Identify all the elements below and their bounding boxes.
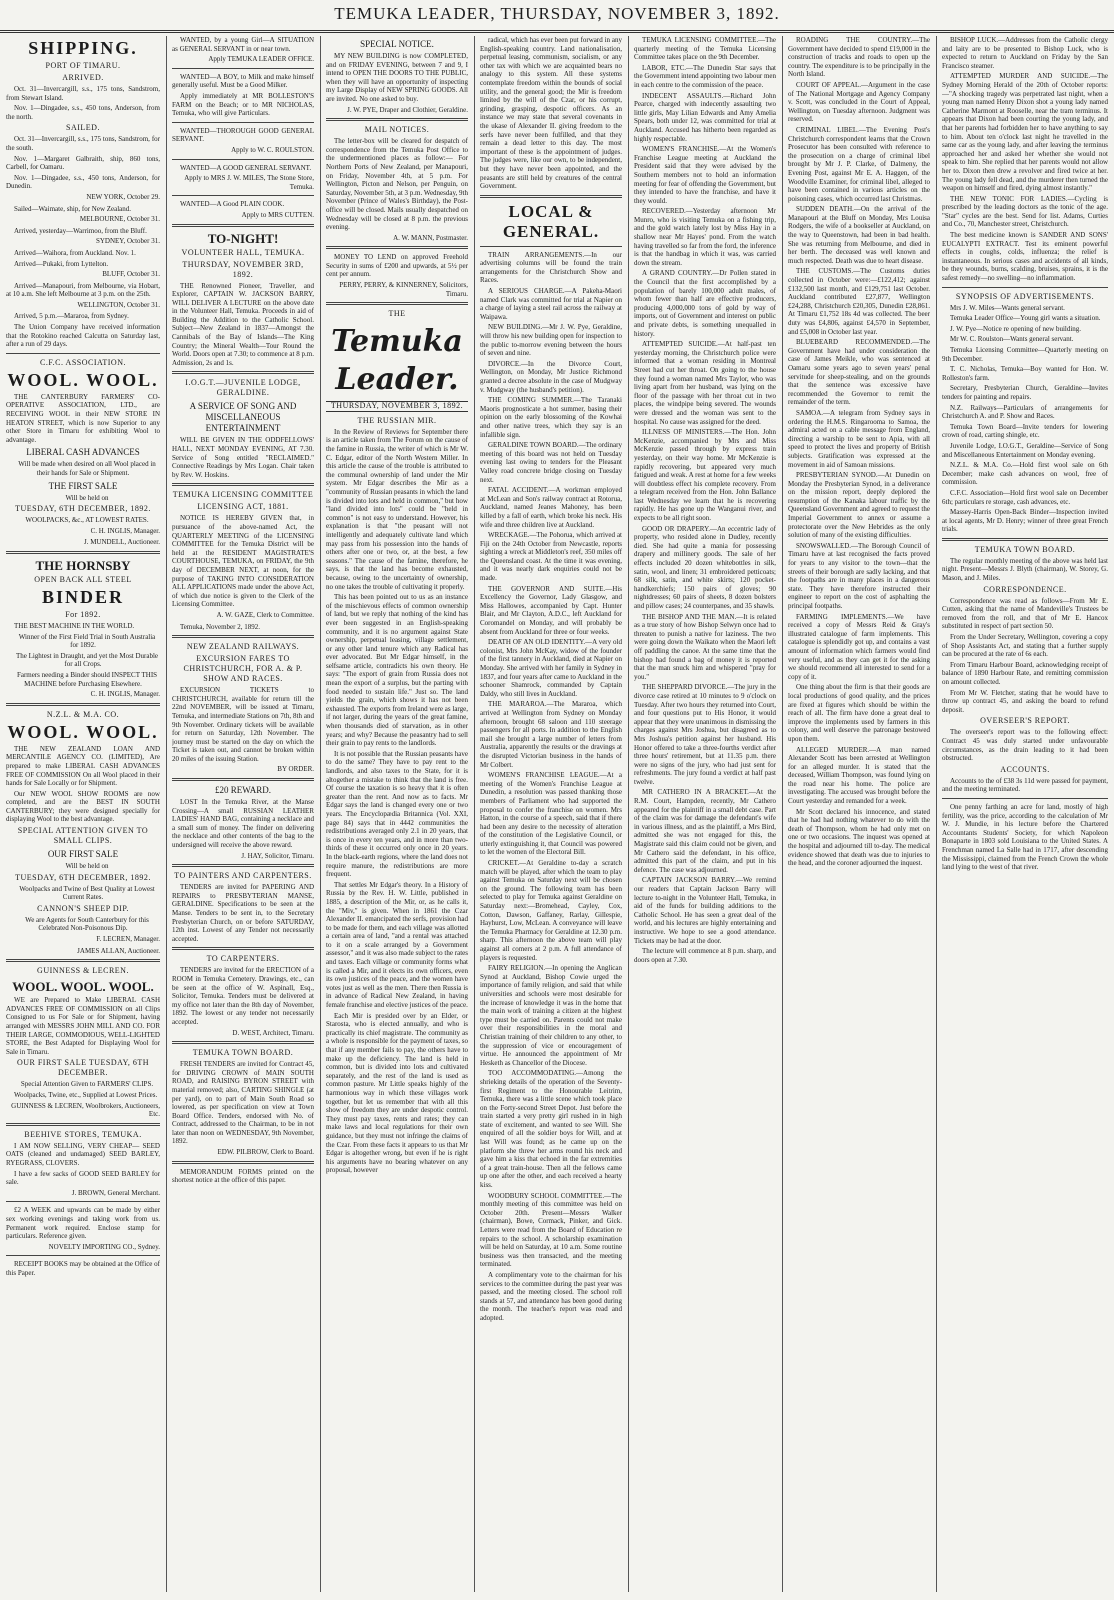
synopsis-item: J. W. Pye—Notice re opening of new building. (950, 324, 1082, 333)
hornsby-sub: OPEN BACK ALL STEEL (34, 574, 132, 584)
advertisement: MONEY TO LEND on approved Freehold Security in sums of £200 and upwards, at 5½ per cent per annum. (326, 253, 468, 279)
news-item: THE SHEPPARD DIVORCE.—The jury in the divorce case retired at 10 minutes to 9 o'clock on Tuesday. After two hours they returned into Court, and four questions put to His Honor, it would appear that they were unanimous in dismissing the charges against Mrs Joshua, but disagreed as to Mrs Joshua's petition against her husband. His Honor offered to take a three-fourths verdict after three hours' retirement, but at 11.35 p.m. there were no signs of the jury, who had just sent for refreshments. The jury found a verdict at half past twelve. (634, 683, 776, 786)
divider (942, 287, 1108, 288)
signature: C. H. INGLIS, Manager. (90, 690, 160, 699)
cable-item: Arrived, yesterday—Warrimoo, from the Bluff. (14, 226, 147, 235)
advertisement: WILL BE GIVEN IN THE ODDFELLOWS' HALL, NEXT MONDAY EVENING, AT 7.30. Service of Song entitled "RECLAIMED." Connective Readings by Mrs Logan. Chair taken by Rev. W. Hoskins. (172, 436, 314, 479)
divider (172, 195, 314, 196)
ad-heading: N.Z.L. & M.A. CO. (46, 709, 120, 719)
dateline: SYDNEY, October 31. (95, 237, 160, 246)
advertisement: Will be held on (65, 862, 109, 871)
column-3 (326, 36, 468, 1592)
signature: J. W. PYE, Draper and Clothier, Geraldine. (347, 105, 468, 114)
cable-item: Arrived—Waihora, from Auckland. Nov. 1. (14, 248, 136, 257)
ad-subheading: LIBERAL CASH ADVANCES (26, 447, 140, 458)
ad-heading: TO PAINTERS AND CARPENTERS. (174, 871, 312, 881)
wool-heading: WOOL. WOOL. (7, 721, 159, 742)
news-item: FAIRY RELIGION.—In opening the Anglican Synod at Auckland, Bishop Cowie urged the importance of family religion, and said that while universities and schools were most desirable for the increase of knowledge it was in the home that the main work of training a citizen at the highest type must be carried on. Parents could not make over their responsibilities in the moral and Christian training of their children to any other, to the suppression of vice or encouragement of virtue. He announced the appointment of Mr Hesketh as Chancellor of the Diocese. (480, 964, 622, 1067)
news-item: TOO ACCOMMODATING.—Among the shrieking details of the operation of the Seventy-first Regiment to the Honourable Leitrim, Temuka, there was a little scene which took place on the Forty-second Street Depot. Just before the train started a very pretty girl rushed in in high state of excitement, and wanted to see Will. She enquired of all the soldier boys for Will, and at last Will was found; as he came up on the platform she threw her arms round his neck and gave him a kiss that echoed in the far extremities of a great train-house. Then all the fellows came up one after the other, and each received a hearty kiss. (480, 1069, 622, 1190)
column-6 (788, 36, 930, 1592)
advertisement: WANTED, by a young Girl—A SITUATION as GENERAL SERVANT in or near town. (172, 36, 314, 53)
synopsis-item: N.Z. Railways—Particulars of arrangements for Christchurch A. and P. Show and Races. (942, 403, 1108, 421)
synopsis-item: Mr W. C. Roulston—Wants general servant. (950, 335, 1074, 344)
synopsis-item: Temuka Town Board—Invite tenders for lowering crown of road, carting shingle, etc. (942, 422, 1108, 440)
ad-subheading: TUESDAY, 6TH DECEMBER, 1892. (15, 504, 151, 514)
divider (6, 551, 160, 554)
advertisement: EXCURSION TICKETS to CHRISTCHURCH, available for return till the 22nd NOVEMBER, will be issued at Timaru, Temuka, and intermediate Stations on 7th, 8th and 9th November. Ordinary tickets will be available for return on Saturday, 12th November. The journey must be started on the day on which the Ticket is taken out, and cannot be broken within 20 miles of the issuing Station. (172, 686, 314, 763)
issue-dateline: THURSDAY, NOVEMBER 3, 1892. (326, 401, 468, 412)
news-item: BISHOP LUCK.—Addresses from the Catholic clergy and laity are to be presented to Bishop Luck, who is expected to return to Auckland on Friday by the San Francisco steamer. (942, 36, 1108, 70)
advertisement: £2 A WEEK and upwards can be made by either sex working evenings and taking work from us. Permanent work required. Enclose stamp for particulars. Reference given. (6, 1206, 160, 1241)
news-item: DEATH OF AN OLD IDENTITY.—A very old colonist, Mrs John McKay, widow of the founder of the first tannery in Auckland, died at Napier on Monday. She arrived with her family in Sydney in 1837, and four years after came to Auckland in the schooner Shamrock, commanded by Captain Daldy, who still lives in Auckland. (480, 638, 622, 698)
signature: J. BROWN, General Merchant. (71, 1188, 160, 1197)
ad-subheading: A SERVICE OF SONG AND MISCELLANEOUS ENTERTAINMENT (189, 401, 297, 434)
news-item: THE COMING SUMMER.—The Taranaki Maoris prognosticate a hot summer, basing their opinion on the early blossoming of the Kowhai and other native trees, which they say is an infallible sign. (480, 396, 622, 439)
article-subheading: CORRESPONDENCE. (983, 584, 1067, 594)
divider (172, 1041, 314, 1044)
divider (480, 195, 622, 198)
news-item: RECOVERED.—Yesterday afternoon Mr Munro, who is visiting Temuka on a fishing trip, and the gold watch lately lost by Miss Hay in a shallow near Mr Hayes' pond. From the watch having travelled so far from the ford, the inference is that the handbag in which it was, was carried down the stream. (634, 207, 776, 267)
news-item: GOOD OR DRAPERY.—An eccentric lady of property, who resided alone in Dudley, recently died. She had quite a mania for possessing drapery and millinery goods. The sale of her effects included 20 dozen whitebottles in silk, satin, wool, and linen; 31 embroidered petticoats; 68 silk, satin, and white skirts; 120 pocket-handkerchiefs; 150 pairs of gloves; 90 nightdresses; 60 pairs of sheets, 8 dozen bolsters and pillow cases; 24 counterpanes, and 35 shawls. (634, 524, 776, 610)
news-item: WOMEN'S FRANCHISE.—At the Women's Franchise League meeting at Auckland the President said that they were advised by the Southern members not to hold an information meeting for fear of offending the Government, but they intended to have the franchise, and have it they would. (634, 145, 776, 205)
news-item: GERALDINE TOWN BOARD.—The ordinary meeting of this board was not held on Tuesday evening last owing to tenders for the Pleasant Valley road concrete bridge closing on Tuesday next. (480, 441, 622, 484)
divider (172, 1161, 314, 1164)
divider (172, 224, 314, 227)
advertisement: WANTED—THOROUGH GOOD GENERAL SERVANT. (172, 126, 314, 144)
article-title: THE RUSSIAN MIR. (357, 415, 437, 425)
advertisement: Will be held on (65, 493, 109, 502)
nameplate-prefix: THE (388, 309, 406, 319)
arrived-label: ARRIVED. (62, 73, 104, 82)
column-rule (936, 36, 937, 1592)
ad-subheading: THURSDAY, NOVEMBER 3RD, 1892. (182, 259, 304, 279)
divider (6, 1123, 160, 1126)
news-item: BLUEBEARD RECOMMENDED.—The Government have had under consideration the case of James Meikle, who was sentenced at Oamaru some years ago to seven years' penal servitude for sheep-stealing, and on the grounds that the sentence was excessive have recommended the Governor to remit the remainder of the term. (788, 338, 930, 407)
ad-heading: TEMUKA LICENSING COMMITTEE (172, 490, 314, 500)
signature: C. H. INGLIS, Manager. (90, 526, 160, 535)
ad-heading: I.O.G.T.—JUVENILE LODGE, GERALDINE. (185, 378, 301, 398)
hornsby-year: For 1892. (65, 609, 101, 619)
section-heading: LOCAL & GENERAL. (502, 201, 600, 241)
advertisement: Our NEW WOOL SHOW ROOMS are now completed, and are the BEST IN SOUTH CANTERBURY; they were designed specially for displaying Wool to the best advantage. (6, 789, 160, 824)
divider (942, 798, 1108, 799)
ad-heading: C.F.C. ASSOCIATION. (40, 357, 126, 367)
ad-subheading: CANNON'S SHEEP DIP. (37, 903, 129, 913)
column-rule (320, 36, 321, 1592)
synopsis-item: Mrs J. W. Miles—Wants general servant. (950, 303, 1065, 312)
ad-subheading: THE FIRST SALE (48, 480, 118, 491)
column-rule (474, 36, 475, 1592)
column-rule (166, 36, 167, 1592)
ad-subheading: OUR FIRST SALE (47, 849, 119, 860)
news-item: ATTEMPTED SUICIDE.—At half-past ten yesterday morning, the Christchurch police were informed that a woman residing in Montreal Street had cut her throat. On going to the house they found a woman named Mrs Taylor, who was living apart from her husband, was lying on the floor of the passage with her throat cut in two places, the windpipe being severed. The wounds were dressed and the woman was sent to the hospital. No cause was assigned for the deed. (634, 340, 776, 426)
divider (6, 1201, 160, 1202)
news-item: PRESBYTERIAN SYNOD.—At Dunedin on Monday the Presbyterian Synod, in a deliverance on the mission report, deeply deplored the resumption of the Kanaka labour traffic by the Queensland Government and agreed to request the Imperial Government to annex or assume a protectorate over the New Hebrides as the only solution of many of the existing difficulties. (788, 471, 930, 540)
ad-heading: GUINNESS & LECREN. (37, 966, 129, 976)
advertisement: Special Attention Given to FARMERS' CLIPS. (20, 1080, 154, 1089)
advertisement: Apply immediately at MR BOLLESTON'S FARM on the Beach; or to MR NICHOLAS, Temuka, who will give Particulars. (172, 91, 314, 118)
advertisement: MEMORANDUM FORMS printed on the shortest notice at the office of this paper. (172, 1167, 314, 1185)
cable-item: Sailed—Waimate, ship, for New Zealand. (14, 204, 132, 213)
signature: EDW. PILBROW, Clerk to Board. (217, 1148, 314, 1157)
signature: PERRY, PERRY, & KINNERNEY, Solicitors, Timaru. (339, 281, 468, 298)
news-item: ILLNESS OF MINISTERS.—The Hon. John McKenzie, accompanied by Mrs and Miss McKenzie passed through by express train yesterday, on their way home. Mr McKenzie is rapidly recovering, but appeared very much fatigued and weak. A rest at home for a few weeks will doubtless effect his complete recovery. From a telegram received from the Hon. John Ballance last Wednesday we learn that he is recovering rapidly. He has gone up the Wanganui river, and expects to be all right soon. (634, 428, 776, 523)
article-paragraph: From Timaru Harbour Board, acknowledging receipt of balance of 1890 Harbour Rate, and remitting commission on amount collected. (942, 660, 1108, 686)
article-paragraph: Correspondence was read as follows—From Mr E. Cutten, asking that the name of Mandeville's Trustees be removed from the roll, and that of Mr E. Hancox substituted in respect of part section 50. (942, 596, 1108, 631)
signature: BY ORDER. (277, 765, 314, 774)
signature: Apply to W. C. ROULSTON. (231, 145, 314, 154)
column-1 (6, 36, 160, 1592)
news-item: COURT OF APPEAL.—Argument in the case of The National Mortgage and Agency Company v. Scott, was concluded in the Court of Appeal, Wellington, on Tuesday afternoon. Judgment was reserved. (788, 80, 930, 124)
news-item: LABOR, ETC.—The Dunedin Star says that the Government intend appointing two labour men in each centre to the commission of the peace. (634, 63, 776, 89)
signature: J. MUNDELL, Auctioneer. (83, 538, 160, 547)
advertisement: FRESH TENDERS are invited for Contract 45, for DRIVING CROWN of MAIN SOUTH ROAD, and RAISING BYRON STREET with material removed; also, CARTING SHINGLE (at per yard), on to part of Main South Road so lowered, as per specification on view at Town Board Office. Tenders, endorsed with No. of Contract, addressed to the Chairman, to be in not later than noon on WEDNESDAY, 9th November, 1892. (172, 1060, 314, 1146)
ad-heading: BEEHIVE STORES, TEMUKA. (24, 1129, 142, 1139)
signature: F. LECREN, Manager. (96, 935, 160, 944)
signature: JAMES ALLAN, Auctioneer. (77, 946, 160, 955)
advertisement: WANTED—A GOOD GENERAL SERVANT. (180, 163, 312, 172)
dateline: NEW YORK, October 29. (86, 192, 160, 201)
news-item: TEMUKA LICENSING COMMITTEE.—The quarterly meeting of the Temuka Licensing Committee takes place on the 9th December. (634, 36, 776, 62)
arrival-entry: Oct. 31—Invercargill, s.s., 175 tons, Sandstrom, from Stewart Island. (6, 85, 160, 102)
divider (172, 371, 314, 374)
notice: The letter-box will be cleared for despatch of correspondence from the Temuka Post Office to the undermentioned places as follow:— For Northern Ports of New Zealand, per Manapouri, on Friday, November 4th, at 5 p.m. For Wellington, Picton and Nelson, per Penguin, on Saturday, November 5th, at 3 p.m. Wednesday, 9th November (Prince of Wales's Birthday), the Post-office will be closed. Mails usually despatched on Wednesday will be closed at 8 p.m. the previous evening. (326, 137, 468, 232)
advertisement: Woolpacks and Twine of Best Quality at Lowest Current Rates. (19, 884, 155, 902)
divider (172, 68, 314, 69)
synopsis-item: Temuka Licensing Committee—Quarterly meeting on 9th December. (942, 346, 1108, 363)
advertisement: LOST In the Temuka River, at the Manse Crossing—A small RUSSIAN LEATHER LADIES' HAND BAG, containing a necklace and a small sum of money. The finder on delivering the necklace and other contents of the bag to the undersigned will receive the above reward. (172, 798, 314, 850)
advertisement: The Lightest in Draught, and yet the Most Durable for all Crops. (15, 651, 159, 669)
divider (480, 246, 622, 247)
divider (942, 538, 1108, 541)
news-item: SUDDEN DEATH.—On the arrival of the Manapouri at the Bluff on Monday, Mrs Louisa Rodgers, the wife of a bookseller at Auckland, on the way to Queenstown, had been in bad health. She was returning from Melbourne, and died in her berth. The deceased was well known and much respected. Death was due to heart disease. (788, 205, 930, 265)
ad-heading: TEMUKA TOWN BOARD. (192, 1048, 294, 1058)
advertisement: We are Agents for South Canterbury for this Celebrated Non-Poisonous Dip. (25, 915, 149, 933)
article-title: TEMUKA TOWN BOARD. (974, 544, 1076, 554)
dateline: WELLINGTON, October 31. (77, 300, 160, 309)
advertisement: RECEIPT BOOKS may be obtained at the Office of this Paper. (6, 1260, 160, 1277)
divider (172, 947, 314, 950)
synopsis-item: Massey-Harris Open-Back Binder—Inspection invited at local agents, Mr D. Henry; winner of three great French trials. (942, 508, 1108, 534)
article-paragraph: radical, which has ever been put forward in any English-speaking country. Land nationalisation, perpetual leasing, communism, socialism, or any other tax with which we are acquainted bears no analogy to this system. All these systems contemplate freedom within the bounds of social utility, and the general good; the Mir is freedom limited by the will of the Czar, or his corrupt, grinding, grasping, despotic officers. As an instance we may state that several covenants in the ukase of Alexander II. giving freedom to the serfs have never been fulfilled, and that they remain a dead letter to this day. The most important of these is the appointment of judges. The judges were, like our own, to be independent, but they have never been appointed, and the peasants are still held by creatures of the central Government. (480, 36, 622, 191)
news-item: FATAL ACCIDENT.—A workman employed at McLean and Son's railway contract at Rotorua, Auckland, named Jeanes Mahoney, has been killed by a fall of earth, which broke his neck. His wife and three children live at Auckland. (480, 486, 622, 529)
advertisement: NOTICE IS HEREBY GIVEN that, in pursuance of the above-named Act, the QUARTERLY MEETING of the LICENSING COMMITTEE for the Temuka District will be held at the RESIDENT MAGISTRATE'S COURTHOUSE, TEMUKA, on FRIDAY, the 9th day of DECEMBER NEXT, at noon, for the purpose of TAKING INTO CONSIDERATION ALL APPLICATIONS made under the above Act, of which due notice is given to the Clerk of the Licensing Committee. (172, 514, 314, 609)
column-2 (172, 36, 314, 1592)
advertisement: Farmers needing a Binder should INSPECT THIS MACHINE before Purchasing Elsewhere. (16, 670, 158, 688)
synopsis-item: Temuka Leader Office—Young girl wants a situation. (950, 314, 1101, 323)
news-item: The lecture will commence at 8 p.m. sharp, and doors open at 7.30. (634, 947, 776, 964)
news-item: One thing about the firm is that their goods are local productions of good quality, and the prices are fixed at figures which should be within the reach of all. The firm have done a great deal to improve the implements used by farmers in this colony, and well deserve the patronage bestowed upon them. (788, 683, 930, 743)
news-item: WOODBURY SCHOOL COMMITTEE.—The monthly meeting of this committee was held on October 20th. Present—Messrs Walker (chairman), Bowe, Cormack, Pinker, and Gick. Letters were read from the Board of Education re repairs to the school. A scholarship examination will be held on Saturday, at 10 a.m. Some routine business was then transacted, and the meeting terminated. (480, 1191, 622, 1269)
binder-heading: BINDER (41, 586, 124, 607)
divider (326, 246, 468, 249)
news-item: Mr Scott declared his innocence, and stated that he had had nothing whatever to do with the death of Thompson, whom he had only met on one or two occasions. The inquest was opened at the hospital and adjourned till to-day. The medical evidence showed that death was due to injuries to the head, and the coroner adjourned the inquest. (788, 807, 930, 868)
divider (172, 864, 314, 867)
ad-subheading: EXCURSION FARES TO CHRISTCHURCH, FOR A. & P. SHOW AND RACES. (183, 654, 303, 684)
article-paragraph: The regular monthly meeting of the above was held last night. Present—Messrs J. Blyth (chairman), W. Storey, G. Mason, and J. Miles. (942, 556, 1108, 583)
ad-subheading: OUR FIRST SALE TUESDAY, 6TH DECEMBER. (16, 1058, 150, 1078)
column-7 (942, 36, 1108, 1592)
column-4 (480, 36, 622, 1592)
article-paragraph: In the Review of Reviews for September there is an article taken from The Forum on the cause of the famine in Russia, the writer of which is Mr W. C. Edgar, editor of the North Western Miller. In this article the cause of the trouble is attributed to the communal ownership of land under the Mir system. Mr Edgar describes the Mir as a "community of Russian peasants in which the land is divided into lots and held in common," but how "land divided into lots" could be "held in common" is not easy to understand. However, his explanation is that "the peasant will not intelligently and adequately cultivate land which may pass from his possession into the hands of others after one or two, or, at the best, a few seasons." The cause of the famine, therefore, he says, is that the land has become exhausted, because, owing to the uncertainty of ownership, no one takes the trouble of cultivating it properly. (326, 427, 468, 591)
sailing-entry: Nov. 1—Dingadee, s.s., 450 tons, Anderson, for Dunedin. (6, 173, 160, 191)
port-heading: PORT OF TIMARU. (45, 61, 121, 70)
news-item: NEW BUILDING.—Mr J. W. Pye, Geraldine, will throw his new building open for inspection to the public to-morrow evening between the hours of seven and nine. (480, 323, 622, 358)
sailed-label: SAILED. (66, 123, 100, 133)
signature: NOVELTY IMPORTING CO., Sydney. (48, 1242, 160, 1251)
article-paragraph: That settles Mr Edgar's theory. In a History of Russia by the Rev. H. W. Little, published in 1885, a description of the Mir, or, as he calls it, the "Miv," is given. When in 1861 the Czar Alexander II. emancipated the serfs, provision had to be made for them, and each village was allotted a certain area of land, "and a rental was attached to it on a scale arranged by a Government assessor," and it was also made subject to the rates and taxes. Each village or community forms what is called a Mir, and it elects its own officers, even its own justices of the peace, and the women have votes just as well as the men. There then Russia is in advance of Radical New Zealand, in having female franchise and elective justices of the peace. (326, 880, 468, 1010)
synopsis-item: Secretary, Presbyterian Church, Geraldine—Invites tenders for painting and repairs. (942, 384, 1108, 401)
advertisement: Will be made when desired on all Wool placed in their hands for Sale or Shipment. (18, 460, 156, 477)
news-item: CAPTAIN JACKSON BARRY.—We remind our readers that Captain Jackson Barry will lecture to-night in the Volunteer Hall, Temuka, in aid of the funds for building additions to the Catholic School. He has seen a great deal of the world, and his lectures are highly entertaining and instructive. We hope to see a good attendance. Tickets may be had at the door. (634, 876, 776, 945)
news-item: DIVORCE.—In the Divorce Court, Wellington, on Monday, Mr Justice Richmond granted a decree absolute in the case of Mudgway v. Mudgway (the husband's petition). (480, 359, 622, 394)
divider (6, 959, 160, 962)
column-rule (782, 36, 783, 1592)
wool-heading: WOOL. WOOL. WOOL. (12, 979, 154, 995)
synopsis-item: N.Z.L. & M.A. Co.—Hold first wool sale on 6th December; make cash advances on wool, free of commission. (942, 461, 1108, 487)
synopsis-item: T. C. Nicholas, Temuka—Boy wanted for Hon. W. Rolleston's farm. (942, 365, 1108, 382)
advertisement: TENDERS are invited for the ERECTION of a ROOM in Temuka Cemetery. Drawings, etc., can be seen at the office of W. Aspinall, Esq., Solicitor, Temuka. Tenders must be delivered at my office not later than the 8th day of November, 1892. The lowest or any tender not necessarily accepted. (172, 966, 314, 1026)
cable-item: The Union Company have received information that the Rotokino reached Calcutta on Saturday last, after a run of 29 days. (6, 323, 160, 349)
divider (172, 122, 314, 123)
news-item: A SERIOUS CHARGE.—A Pakeha-Maori named Clark was committed for trial at Napier on a charge of laying a steel rail across the railway at Waipawa. (480, 287, 622, 321)
section-heading: SYNOPSIS OF ADVERTISEMENTS. (955, 291, 1095, 301)
ad-heading: TO-NIGHT! (207, 230, 279, 246)
ad-heading: SPECIAL NOTICE. (360, 39, 434, 49)
ad-heading: TO CARPENTERS. (206, 954, 280, 964)
synopsis-item: Juvenile Lodge, I.O.G.T., Geraldine—Service of Song and Miscellaneous Entertainment on Monday evening. (942, 441, 1108, 459)
ad-subheading: VOLUNTEER HALL, TEMUKA. (181, 247, 305, 257)
advertisement: Temuka, November 2, 1892. (180, 622, 260, 631)
advertisement: WE are Prepared to Make LIBERAL CASH ADVANCES FREE OF COMMISSION on all Clips Consigned to us For Sale or for Shipment, having arranged with MESSRS JOHN MILL AND CO. FOR THEIR LARGE, COMMODIOUS, WELL-LIGHTED STORE, the Best Adapted for Displaying Wool for Sale in Timaru. (6, 996, 160, 1056)
advertisement: I have a few sacks of GOOD SEED BARLEY for sale. (6, 1169, 160, 1187)
news-item: WRECKAGE.—The Pohorua, which arrived at Fiji on the 24th October from Newcastle, reports sighting a wreck at Middleton's reef, 350 miles off the Queensland coast. At the time it was evening, and it was nearly dark enquiries could not be made. (480, 531, 622, 583)
news-item: THE BISHOP AND THE MAN.—It is related as a true story of how Bishop Selwyn once had to threaten to punish a native for laziness. The two were going down the Waikato when the Maori left off paddling the canoe. At the same time that the bishop had found a bag of money it is reported that the man snuck him and whispered "pray for you." (634, 612, 776, 681)
ad-heading: NEW ZEALAND RAILWAYS. (186, 642, 300, 652)
advertisement: WOOLPACKS, &c., AT LOWEST RATES. (25, 516, 149, 525)
cable-item: Arrived—Pukaki, from Lyttelton. (14, 259, 109, 268)
news-item: One penny farthing an acre for land, mostly of high fertility, was the price, according to the calculation of Mr W. J. Mundie, in his lecture before the Chartered Accountants Students' Society, for which Napoleon Bonaparte in 1803 sold Louisiana to the United States. A Frenchman named La Salle had in 1717, after descending the Mississippi, claimed from the French Crown the whole land lying to the west of that river. (942, 802, 1108, 872)
ad-heading: MAIL NOTICES. (364, 125, 430, 135)
divider (326, 302, 468, 305)
divider (172, 483, 314, 486)
signature: Apply TEMUKA LEADER OFFICE. (208, 55, 314, 64)
advertisement: THE CANTERBURY FARMERS' CO-OPERATIVE ASSOCIATION, LTD., are RECEIVING WOOL in their NEW STORE IN HEATON STREET, which is now Superior to any other Store in Timaru for exhibiting Wool to advantage. (6, 392, 160, 444)
advertisement: MY NEW BUILDING is now COMPLETED, and on FRIDAY EVENING, between 7 and 9, I intend to OPEN THE DOORS TO THE PUBLIC, when they will have an opportunity of inspecting my Large Display of NEW SPRING GOODS. All are invited. No one asked to buy. (326, 52, 468, 103)
news-item: THE GOVERNOR AND SUITE.—His Excellency the Governor, Lady Glasgow, and Miss Hallowes, accompanied by Capt. Hunter Blair, and Mr Clayton, A.D.C., left Auckland for Coromandel on Monday, and will probably be absent from Auckland for three or four weeks. (480, 584, 622, 636)
signature: A. W. MANN, Postmaster. (393, 233, 468, 242)
news-item: ATTEMPTED MURDER AND SUICIDE.—The Sydney Morning Herald of the 20th of October reports:—"A shocking tragedy was perpetrated last night, when a young man named Henry Dixon shot a young lady named Catherine Marmont at Rooselle, near the tram terminus. It appears that Dixon had been courting the young lady, and that her parents had forbidden her to have anything to say to him. About ten o'clock last night he travelled in the same car as the young lady, and after leaving the terminus approached her and asked her whether she would not speak to him. She replied that her parents would not allow her to. Dixon then drew a revolver and fired twice at her. The young lady fell dead, and the murderer then turned the weapon on himself and fired, dying almost instantly." (942, 72, 1108, 193)
divider (172, 159, 314, 160)
news-item: ALLEGED MURDER.—A man named Alexander Scott has been arrested at Wellington for an alleged murder. It is stated that the deceased, William Thompson, was found lying on the road near his home. The police are investigating. The accused was brought before the Court yesterday and remanded for a week. (788, 745, 930, 806)
advertisement: WANTED—A BOY, to Milk and make himself generally useful. Must be a Good Milker. (172, 72, 314, 90)
news-item: THE CUSTOMS.—The Customs duties collected in October were:—£122,412; against £132,500 last month, and £129,751 last October. Auckland contributed £27,877, Wellington £24,288, Christchurch £20,305, Dunedin £28,861. At Timaru £1,752 18s 4d was collected. The beer duty was £4,806, against £4,570 in September, and £5,008 in October last year. (788, 267, 930, 336)
news-item: The best medicine known is SANDER AND SONS' EUCALYPTI EXTRACT. Test its eminent powerful effects in coughs, colds, influenza; the relief is instantaneous. In serious cases and accidents of all kinds, be they wounds, burns, scalding, bruises, sprains, it is the safest remedy—no swelling—no inflammation. (942, 231, 1108, 283)
shipping-heading: SHIPPING. (28, 38, 138, 58)
news-item: CRICKET.—At Geraldine to-day a scratch match will be played, after which the team to play against Temuka on Saturday next will be chosen on the ground. The following team has been selected to play for Temuka against Geraldine on Saturday next:—Bromehead, Cayley, Cox, Cotton, Dawson, Gaffaney, Rarlay, Gillespie, Hayhurst, Low, McLean. A conveyance will leave the Temuka Pharmacy for Geraldine at 12.30 p.m. sharp. This afternoon the above team will play against all comers at 2 p.m. A full attendance of players is requested. (480, 859, 622, 962)
sailing-entry: Oct. 31—Invercargill, s.s., 175 tons, Sandstrom, for the south. (6, 135, 160, 152)
article-subheading: ACCOUNTS. (1000, 764, 1050, 774)
news-item: SNOWSWALLED.—The Borough Council of Timaru have at last recognised the facts proved for years to any visitor to the town—that the streets of their borough are sadly lacking, and that the footpaths are in many places in a dangerous state. They have therefore instructed their engineer to report on the cost of asphalting the principal footpaths. (788, 541, 930, 610)
article-subheading: OVERSEER'S REPORT. (980, 716, 1070, 726)
advertisement: THE NEW ZEALAND LOAN AND MERCANTILE AGENCY CO. (LIMITED), Are prepared to make LIBERAL CASH ADVANCES FREE OF COMMISSION On all Wool placed in their hands for Sale Locally or for Shipment. (6, 744, 160, 788)
hornsby-heading: THE HORNSBY (35, 557, 131, 573)
divider (172, 635, 314, 638)
advertisement: TENDERS are invited for PAPERING AND REPAIRS to PRESBYTERIAN MANSE, GERALDINE. Specifications to be seen at the Manse. Tenders to be sent in, to the Secretary Presbyterian Church, on or before SATURDAY, 12th inst. Lowest of any Tender not necessarily accepted. (172, 883, 314, 943)
column-5 (634, 36, 776, 1592)
column-rule (628, 36, 629, 1592)
ad-heading: £20 REWARD. (215, 785, 271, 796)
signature: J. HAY, Solicitor, Timaru. (241, 851, 314, 860)
advertisement: THE Renowned Pioneer, Traveller, and Explorer, CAPTAIN W. JACKSON BARRY, WILL DELIVER A LECTURE on the above date in the Volunteer Hall, Temuka. Proceeds in aid of Building the Addition to the Catholic School. Subject—New Zealand in 1837—Amongst the Cannibals of the Bay of Islands—The King Country; the Mineral Wealth—Tour Round the World. Doors open at 7.30; to commence at 8 p.m. Admission, 2s and 1s. (172, 281, 314, 367)
dateline: MELBOURNE, October 31. (79, 215, 160, 224)
news-item: TRAIN ARRANGEMENTS.—In our advertising columns will be found the train arrangements for the Christchurch Show and Races. (480, 250, 622, 285)
news-item: INDECENT ASSAULTS.—Richard John Pearce, charged with indecently assaulting two little girls, May Lilian Edwards and Amy Amelia Spears, both under 12, was committed for trial at Auckland. Accused has hitherto been regarded as highly respectable. (634, 91, 776, 143)
nameplate: Temuka Leader. (331, 324, 463, 398)
article-paragraph: Each Mir is presided over by an Elder, or Starosta, who is elected annually, and who is practically its chief magistrate. The community as a whole is responsible for the payment of taxes, so that if any member fails to pay, the others have to make up the deficiency. The land is held in common, but is divided into lots and cultivated separately, and the rest of the land is used as common pasture. Mr Little speaks highly of the harmonious way in which these villages work together, but let us remember that with all this show of freedom they are under despotic control. They must pay taxes, rents and rates; they can make laws and local regulations for their own guidance, but they must not infringe the claims of the Czar. From these facts it appears to us that Mr Edgar is altogether wrong, but even if he is right his arguments have no bearing whatever on any proposal, however (326, 1011, 468, 1175)
ad-subheading: LICENSING ACT, 1881. (197, 502, 289, 512)
news-item: MR CATHERO IN A BRACKET.—At the R.M. Court, Hampden, recently, Mr Cathero appeared for the plaintiff in a small debt case. Part of the claim was for damage the defendant's wife in various illness, and as the plaintiff, a Mrs Bird, admitted she was not engaged for this, the Magistrate said this claim could not be given, and Mr Cathero said the defendant, in his office, admitted this part of the claim, and put in his defence. The case was adjourned. (634, 788, 776, 874)
article-paragraph: It is not possible that the Russian peasants have to do the same? They have to pay rent to the landlords, and also taxes to the State, for it is altogether a mistake to think that the land is free. Of course the taxation is so heavy that it is often greater than the rent. And now as to facts. Mr Edgar says the land is changed every one or two years. The Encyclopædia Britannica (Vol. XXI, page 84) says that in 4442 communities the redistributions averaged only 2.1 in 20 years, that is once in every ten years, and in more than two-thirds of these it occurred only once in 20 years. In the black-earth regions, where the land does not require manure, the redistributions are more frequent. (326, 749, 468, 879)
signature: D. WEST, Architect, Timaru. (232, 1028, 314, 1037)
divider (6, 353, 160, 354)
divider (6, 703, 160, 706)
arrival-entry: Nov. 1—Dingadee, s.s., 450 tons, Anderson, from the north. (6, 104, 160, 121)
divider (172, 778, 314, 781)
article-paragraph: Accounts to the of £38 3s 11d were passed for payment, and the meeting terminated. (942, 776, 1108, 794)
wool-heading: WOOL. WOOL. (7, 369, 159, 390)
news-item: CRIMINAL LIBEL.—The Evening Post's Christchurch correspondent learns that the Crown Prosecutor has been consulted with reference to the prosecution on a charge of criminal libel brought by Mr J. P. Clarke, of Dalmeny, the Evening Post, against Mr E. A. Haggen, of the Woodville Examiner, for criminal libel, alleged to have been contained in various articles on the poisoning cases, which occurred last Christmas. (788, 125, 930, 203)
advertisement: Woolpacks, Twine, etc., Supplied at Lowest Prices. (14, 1090, 158, 1099)
news-item: A GRAND COUNTRY.—Dr Pollen stated in the Council that the first accomplished by a population of barely 100,000 adult males, of whom fewer than half are effective producers, producing 4,000,000 tons of gold by way of imports, out of Government and interest on public and private debts, is something unequalled in history. (634, 269, 776, 338)
sailing-entry: Nov. 1—Margaret Galbraith, ship, 860 tons, Carbell, for Oamaru. (6, 154, 160, 172)
ad-subheading: TUESDAY, 6TH DECEMBER, 1892. (15, 872, 151, 882)
news-item: A complimentary vote to the chairman for his services to the committee during the past year was passed, and the meeting closed. The school roll stands at 57, and attendance has been good during the month. The teacher's report was read and adopted. (480, 1270, 622, 1322)
dateline: BLUFF, October 31. (102, 270, 160, 279)
news-item: WOMEN'S FRANCHISE LEAGUE.—At a meeting of the Women's Franchise League at Dunedin, a resolution was passed thanking those members of Parliament who had supported the proposal to confer the franchise on women. Mrs Hatton, in the course of a speech, said that if there had been any desire to the necessity of alteration of the constitution of the Legislative Council, or utterly extinguishing it, that Council was powered to let the women of the Electoral Bill. (480, 771, 622, 857)
signature: GUINNESS & LECREN, Woolbrokers, Auctioneers, Etc. (11, 1101, 160, 1119)
synopsis-item: C.F.C. Association—Hold first wool sale on December 6th; particulars re storage, cash advances, etc. (942, 488, 1108, 506)
divider (326, 118, 468, 121)
cable-item: Arrived—Manapouri, from Melbourne, via Hobart, at 10 a.m. She left Melbourne at 3 p.m. on the 25th. (6, 281, 160, 299)
news-item: ROADING THE COUNTRY.—The Government have decided to spend £19,000 in the construction of tracks and roads to open up the country. The expenditure is to be principally in the North Island. (788, 36, 930, 79)
article-paragraph: This has been pointed out to us as an instance of the mischievous effects of common ownership of land, but we reply that nothing of the kind has ever been suggested in an English-speaking community, and it is no argument against State ownership, perpetual leasing, village settlement, or any other land tenure which any Radical has ever advocated. But Mr Edgar himself, in the selfsame article, contradicts his own theory. He says: "The export of grain from Russia does not mean the export of a surplus, but the parting with food needed to sustain life." Just so. The land yields the grain, which shows it has not been exhausted. The exports from Ireland were as large, if not larger, during the years of the great famine, when thousands died of starvation, as in other years; and why? Because the peasantry had to sell their grain to pay rents to the landlords. (326, 593, 468, 748)
news-item: THE MARAROA.—The Mararoa, which arrived at Wellington from Sydney on Monday afternoon, brought 68 saloon and 110 steerage passengers for all ports. In addition to the English mail she brought a large number of letters from Australia, apparently the results or the dravings at the disrupted Victorian business in the hands of Mr Colbert. (480, 700, 622, 769)
advertisement: THE BEST MACHINE IN THE WORLD. (14, 621, 135, 630)
advertisement: I AM NOW SELLING, VERY CHEAP— SEED OATS (cleaned and undamaged) SEED BARLEY, RYEGRASS, CLOVERS. (6, 1141, 160, 1167)
masthead: TEMUKA LEADER, THURSDAY, NOVEMBER 3, 1892. (0, 0, 1114, 33)
signature: Apply to MRS J. W. MILES, The Stone Store, Temuka. (184, 174, 314, 191)
advertisement: WANTED—A Good PLAIN COOK. (180, 200, 285, 209)
article-paragraph: From the Under Secretary, Wellington, covering a copy of Shop Assistants Act, and stating that a further supply can be procured at the rate of 6s each. (942, 633, 1108, 659)
signature: Apply to MRS CUTTEN. (241, 210, 314, 219)
news-item: FARMING IMPLEMENTS.—We have received a copy of Messrs Reid & Gray's illustrated catalogue of farm implements. This catalogue is splendidly got up, and contains a vast amount of information which farmers would find very useful, and as they can get it for the asking we should recommend all interested to send for a copy of it. (788, 612, 930, 681)
article-paragraph: From Mr W. Fletcher, stating that he would have to throw up contract 45, and asking the board to refund deposit. (942, 688, 1108, 714)
signature: A. W. GAZE, Clerk to Committee. (216, 610, 314, 619)
advertisement: Winner of the First Field Trial in South Australia for 1892. (18, 632, 156, 650)
news-item: THE NEW TONIC FOR LADIES.—Cycling is prescribed by the leading doctors as the tonic of the age. "Star" cycles are the best. Send for list. Adams, Curties and Co., 70, Manchester street, Christchurch. (942, 194, 1108, 229)
divider (6, 1255, 160, 1256)
ad-subheading: SPECIAL ATTENTION GIVEN TO SMALL CLIPS. (17, 826, 149, 846)
news-item: SAMOA.—A telegram from Sydney says in ordering the H.M.S. Ringarooma to Samoa, the admiral acted on a cable message from England, directing a warship to be sent to Apia, with all speed to protect the lives and property of British subjects. Gratification was expressed at the movement in aid of Samoan missions. (788, 408, 930, 469)
article-paragraph: The overseer's report was to the following effect: Contract 45 was duly started under unfavourable circumstances, as the drain leading to it had been obstructed. (942, 728, 1108, 763)
cable-item: Arrived, 5 p.m.—Mararoa, from Sydney. (14, 312, 129, 321)
